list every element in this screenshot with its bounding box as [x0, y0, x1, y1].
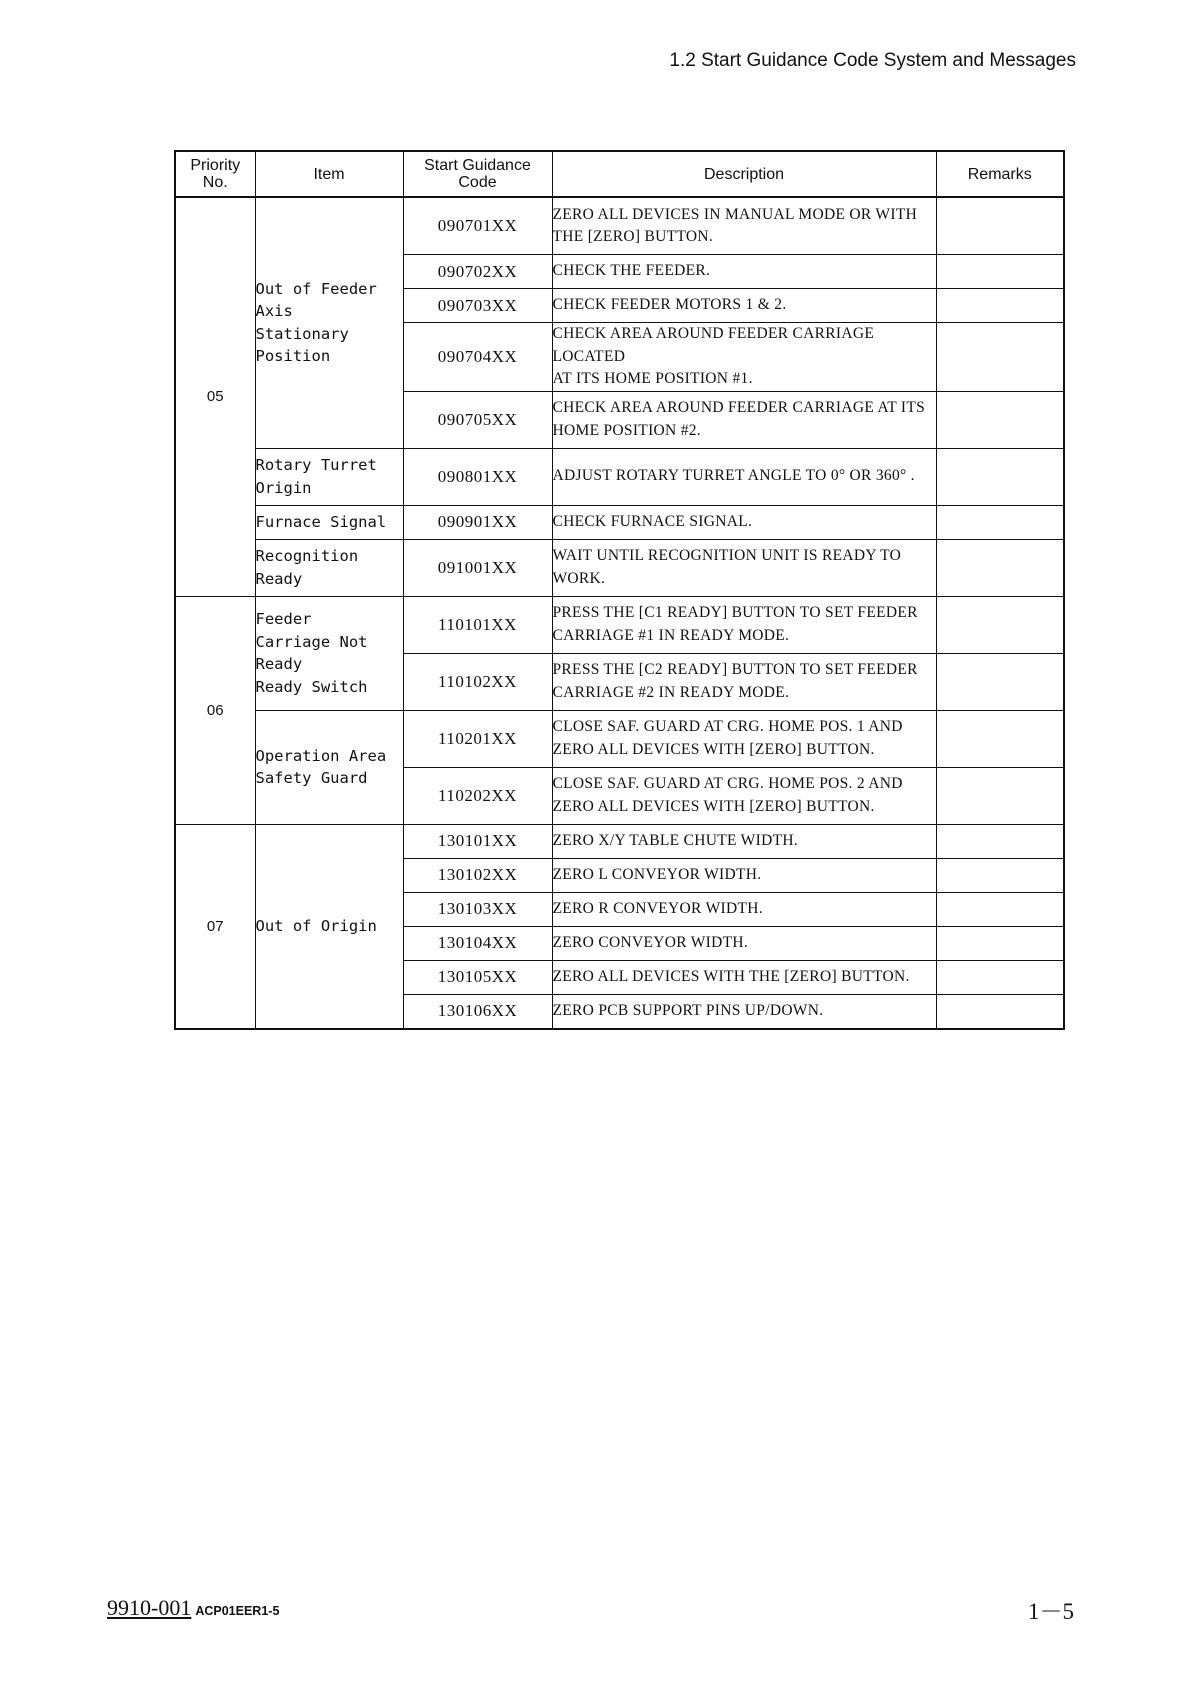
description-cell: CLOSE SAF. GUARD AT CRG. HOME POS. 1 AND ZERO ALL DEVICES WITH [ZERO] BUTTON.: [552, 710, 936, 767]
remarks-cell: [936, 596, 1064, 653]
description-cell: PRESS THE [C1 READY] BUTTON TO SET FEEDER CARRIAGE #1 IN READY MODE.: [552, 596, 936, 653]
priority-cell: 06: [175, 596, 255, 824]
remarks-cell: [936, 448, 1064, 505]
description-cell: PRESS THE [C2 READY] BUTTON TO SET FEEDER CARRIAGE #2 IN READY MODE.: [552, 653, 936, 710]
table-row: [175, 539, 1064, 596]
table-row: [175, 710, 1064, 767]
table-header-row: [175, 151, 1064, 197]
item-cell: Furnace Signal: [255, 505, 403, 539]
description-cell: CHECK AREA AROUND FEEDER CARRIAGE AT ITS HOME POSITION #2.: [552, 391, 936, 448]
item-cell: Out of Feeder Axis Stationary Position: [255, 197, 403, 448]
remarks-cell: [936, 892, 1064, 926]
remarks-cell: [936, 960, 1064, 994]
description-cell: ZERO X/Y TABLE CHUTE WIDTH.: [552, 824, 936, 858]
code-cell: 130102XX: [403, 858, 552, 892]
item-cell: Recognition Ready: [255, 539, 403, 596]
header-remarks: Remarks: [936, 151, 1064, 197]
code-cell: 130105XX: [403, 960, 552, 994]
remarks-cell: [936, 505, 1064, 539]
table-row: [175, 505, 1064, 539]
description-cell: ZERO L CONVEYOR WIDTH.: [552, 858, 936, 892]
remarks-cell: [936, 994, 1064, 1029]
description-cell: CLOSE SAF. GUARD AT CRG. HOME POS. 2 AND ZERO ALL DEVICES WITH [ZERO] BUTTON.: [552, 767, 936, 824]
table-row: [175, 824, 1064, 858]
description-cell: CHECK AREA AROUND FEEDER CARRIAGE LOCATED AT ITS HOME POSITION #1.: [552, 323, 936, 392]
table-row: [175, 596, 1064, 653]
code-cell: 091001XX: [403, 539, 552, 596]
item-cell: Out of Origin: [255, 824, 403, 1029]
remarks-cell: [936, 289, 1064, 323]
table-row: [175, 197, 1064, 255]
page-number: 1－5: [1028, 1599, 1074, 1624]
code-cell: 090701XX: [403, 197, 552, 255]
code-cell: 130103XX: [403, 892, 552, 926]
code-cell: 090702XX: [403, 255, 552, 289]
description-cell: ZERO R CONVEYOR WIDTH.: [552, 892, 936, 926]
description-cell: WAIT UNTIL RECOGNITION UNIT IS READY TO WORK.: [552, 539, 936, 596]
remarks-cell: [936, 767, 1064, 824]
code-cell: 090703XX: [403, 289, 552, 323]
header-item: Item: [255, 151, 403, 197]
code-cell: 090801XX: [403, 448, 552, 505]
footer-doc-code: ACP01EER1-5: [195, 1604, 280, 1618]
item-cell: Operation Area Safety Guard: [255, 710, 403, 824]
remarks-cell: [936, 858, 1064, 892]
code-cell: 130101XX: [403, 824, 552, 858]
header-code: Start Guidance Code: [403, 151, 552, 197]
description-cell: ZERO CONVEYOR WIDTH.: [552, 926, 936, 960]
header-priority: Priority No.: [175, 151, 255, 197]
code-cell: 110101XX: [403, 596, 552, 653]
remarks-cell: [936, 255, 1064, 289]
start-guidance-code-table: [174, 150, 1065, 1030]
code-cell: 130104XX: [403, 926, 552, 960]
table-body: [175, 197, 1064, 1029]
remarks-cell: [936, 391, 1064, 448]
description-cell: CHECK THE FEEDER.: [552, 255, 936, 289]
priority-cell: 07: [175, 824, 255, 1029]
description-cell: ADJUST ROTARY TURRET ANGLE TO 0° OR 360° .: [552, 448, 936, 505]
item-cell: Feeder Carriage Not Ready Ready Switch: [255, 596, 403, 710]
footer-doc-id: [107, 1595, 279, 1621]
remarks-cell: [936, 197, 1064, 255]
priority-cell: 05: [175, 197, 255, 596]
remarks-cell: [936, 926, 1064, 960]
table-row: [175, 448, 1064, 505]
remarks-cell: [936, 710, 1064, 767]
description-cell: CHECK FURNACE SIGNAL.: [552, 505, 936, 539]
description-cell: CHECK FEEDER MOTORS 1 & 2.: [552, 289, 936, 323]
description-cell: ZERO ALL DEVICES IN MANUAL MODE OR WITH THE [ZERO] BUTTON.: [552, 197, 936, 255]
code-cell: 110102XX: [403, 653, 552, 710]
description-cell: ZERO PCB SUPPORT PINS UP/DOWN.: [552, 994, 936, 1029]
footer-doc-number: 9910-001: [107, 1595, 192, 1620]
header-description: Description: [552, 151, 936, 197]
description-cell: ZERO ALL DEVICES WITH THE [ZERO] BUTTON.: [552, 960, 936, 994]
item-cell: Rotary Turret Origin: [255, 448, 403, 505]
remarks-cell: [936, 653, 1064, 710]
section-header: 1.2 Start Guidance Code System and Messages: [669, 50, 1076, 71]
code-cell: 090901XX: [403, 505, 552, 539]
remarks-cell: [936, 824, 1064, 858]
remarks-cell: [936, 323, 1064, 392]
code-cell: 090705XX: [403, 391, 552, 448]
code-cell: 130106XX: [403, 994, 552, 1029]
code-cell: 090704XX: [403, 323, 552, 392]
code-cell: 110201XX: [403, 710, 552, 767]
code-cell: 110202XX: [403, 767, 552, 824]
remarks-cell: [936, 539, 1064, 596]
